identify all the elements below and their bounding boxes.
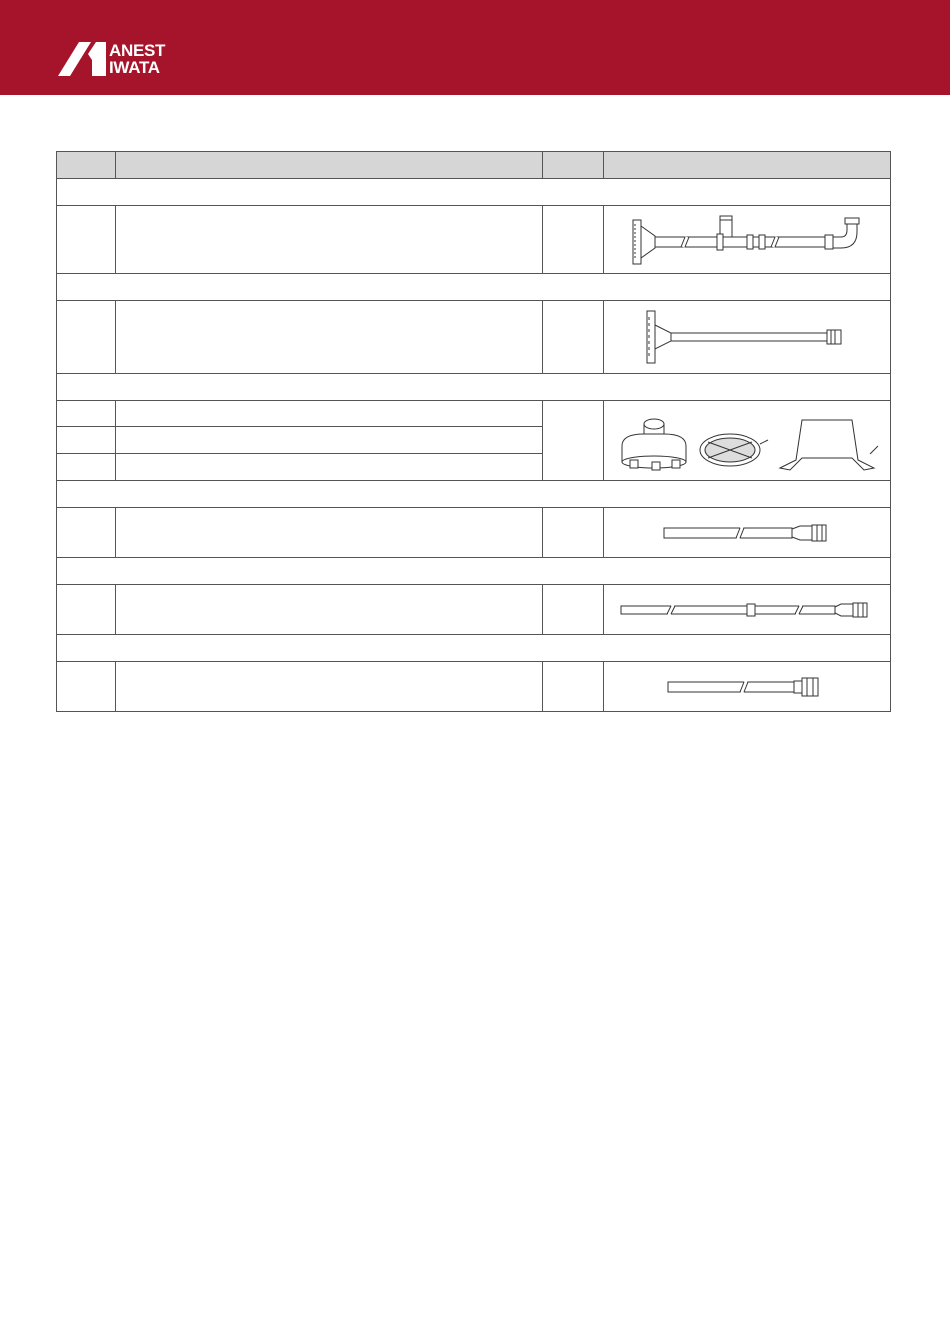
group-title-row [57, 481, 891, 508]
item-no [57, 508, 116, 558]
table-header-row [57, 152, 891, 179]
item-no [57, 454, 116, 481]
brand-line-1: ANEST [109, 41, 166, 60]
item-image-cell [603, 206, 890, 274]
item-image-cell [603, 508, 890, 558]
table-row [57, 301, 891, 374]
parts-table [56, 151, 891, 712]
item-image-cell [603, 585, 890, 635]
item-no [57, 401, 116, 427]
table-row [57, 206, 891, 274]
item-no [57, 662, 116, 712]
item-no [57, 427, 116, 454]
strainer-filter-clip-illustration [612, 404, 882, 478]
header-no [57, 152, 116, 179]
item-image-cell [603, 301, 890, 374]
page-header [0, 0, 950, 95]
item-image-cell [603, 662, 890, 712]
item-description [116, 585, 543, 635]
item-description [116, 427, 543, 454]
anest-iwata-logo-icon [58, 42, 106, 76]
group-title-row [57, 179, 891, 206]
table-row [57, 585, 891, 635]
hose-long-illustration [617, 599, 877, 621]
item-no [57, 585, 116, 635]
brand-line-2: IWATA [109, 58, 160, 77]
item-description [116, 401, 543, 427]
item-description [116, 301, 543, 374]
item-image-cell [603, 401, 890, 481]
header-image [603, 152, 890, 179]
item-qty [542, 662, 603, 712]
item-no [57, 206, 116, 274]
item-qty [542, 508, 603, 558]
header-qty [542, 152, 603, 179]
group-title [57, 374, 891, 401]
group-title [57, 179, 891, 206]
item-description [116, 206, 543, 274]
item-qty [542, 585, 603, 635]
item-qty [542, 206, 603, 274]
group-title [57, 558, 891, 585]
brand-wordmark [109, 42, 165, 76]
suction-pipe-illustration [637, 305, 857, 369]
hose-nut-illustration [662, 675, 832, 699]
item-no [57, 301, 116, 374]
header-description [116, 152, 543, 179]
item-description [116, 662, 543, 712]
group-title [57, 481, 891, 508]
group-title [57, 274, 891, 301]
item-description [116, 454, 543, 481]
hose-short-illustration [662, 521, 832, 545]
suction-tube-assembly-illustration [627, 210, 867, 270]
table-row [57, 662, 891, 712]
item-description [116, 508, 543, 558]
group-title-row [57, 635, 891, 662]
group-title [57, 635, 891, 662]
group-title-row [57, 558, 891, 585]
item-qty [542, 301, 603, 374]
table-row [57, 508, 891, 558]
group-title-row [57, 274, 891, 301]
table-row [57, 401, 891, 427]
group-title-row [57, 374, 891, 401]
item-qty [542, 401, 603, 481]
